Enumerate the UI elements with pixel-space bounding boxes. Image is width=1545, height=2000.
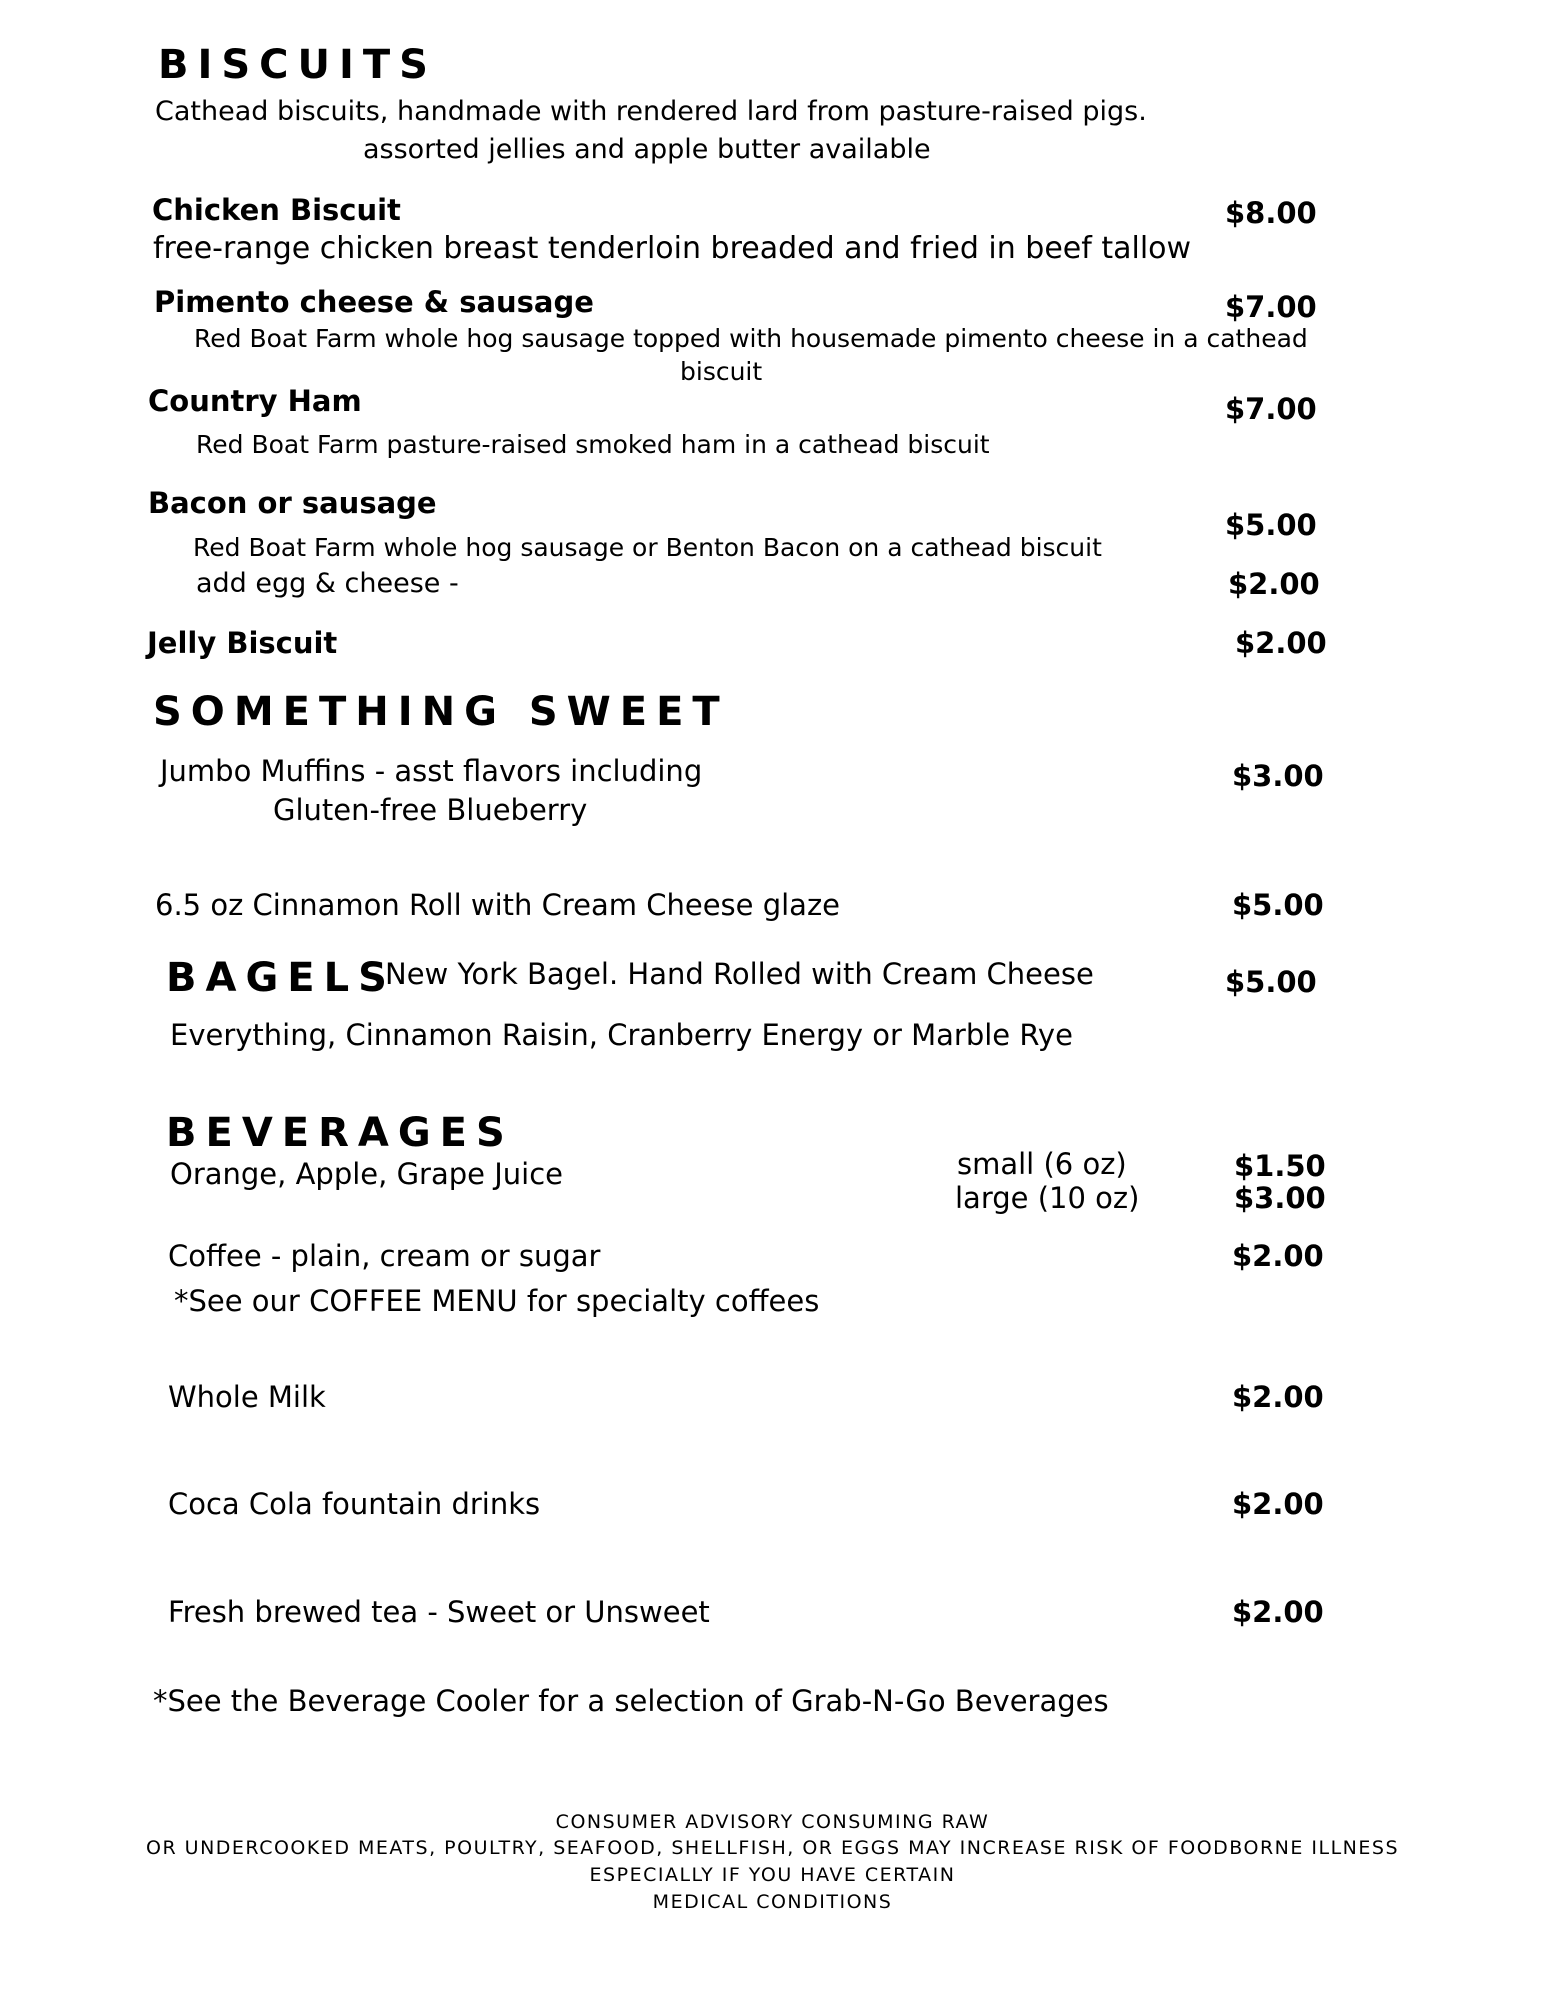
jumbo-muffins-line1: Jumbo Muffins - asst flavors including	[160, 754, 703, 788]
biscuits-intro-line2: assorted jellies and apple butter available	[363, 134, 931, 165]
pimento-sausage-name: Pimento cheese & sausage	[154, 285, 594, 319]
advisory-line2: OR UNDERCOOKED MEATS, POULTRY, SEAFOOD, SHELLFISH, OR EGGS MAY INCREASE RISK OF FOODBORNE ILLNESS	[145, 1837, 1400, 1859]
whole-milk-name: Whole Milk	[168, 1380, 326, 1414]
coca-cola-price: $2.00	[1232, 1487, 1324, 1521]
cinnamon-roll-name: 6.5 oz Cinnamon Roll with Cream Cheese glaze	[155, 888, 841, 922]
add-egg-cheese-label: add egg & cheese -	[196, 568, 459, 599]
chicken-biscuit-desc: free-range chicken breast tenderloin breaded and fried in beef tallow	[153, 231, 1192, 266]
fresh-tea-price: $2.00	[1232, 1595, 1324, 1629]
advisory-line3: ESPECIALLY IF YOU HAVE CERTAIN	[589, 1864, 956, 1886]
bacon-sausage-desc: Red Boat Farm whole hog sausage or Benton Bacon on a cathead biscuit	[193, 533, 1102, 562]
fresh-tea-name: Fresh brewed tea - Sweet or Unsweet	[168, 1595, 710, 1629]
chicken-biscuit-price: $8.00	[1225, 196, 1317, 230]
coffee-menu-note: *See our COFFEE MENU for specialty coffees	[174, 1284, 820, 1318]
bagels-heading: BAGELS	[166, 955, 396, 1001]
juice-name: Orange, Apple, Grape Juice	[170, 1157, 563, 1191]
coca-cola-name: Coca Cola fountain drinks	[168, 1487, 541, 1521]
advisory-line4: MEDICAL CONDITIONS	[652, 1891, 893, 1913]
biscuits-heading: BISCUITS	[158, 42, 437, 88]
beverages-heading: BEVERAGES	[166, 1110, 514, 1156]
juice-small-label: small (6 oz)	[957, 1147, 1127, 1181]
country-ham-name: Country Ham	[148, 384, 362, 418]
whole-milk-price: $2.00	[1232, 1380, 1324, 1414]
bagels-flavors: Everything, Cinnamon Raisin, Cranberry Energy or Marble Rye	[170, 1018, 1073, 1052]
beverage-cooler-note: *See the Beverage Cooler for a selection of Grab-N-Go Beverages	[153, 1684, 1109, 1718]
jumbo-muffins-line2: Gluten-free Blueberry	[273, 793, 588, 827]
pimento-sausage-desc-line2: biscuit	[680, 357, 763, 386]
pimento-sausage-desc-line1: Red Boat Farm whole hog sausage topped with housemade pimento cheese in a cathead	[194, 324, 1308, 353]
country-ham-desc: Red Boat Farm pasture-raised smoked ham in a cathead biscuit	[196, 430, 990, 459]
jumbo-muffins-price: $3.00	[1232, 759, 1324, 793]
coffee-name: Coffee - plain, cream or sugar	[168, 1239, 601, 1273]
jelly-biscuit-name: Jelly Biscuit	[147, 626, 338, 660]
chicken-biscuit-name: Chicken Biscuit	[152, 193, 401, 227]
bacon-sausage-price: $5.00	[1225, 508, 1317, 542]
bagels-price: $5.00	[1225, 965, 1317, 999]
juice-large-label: large (10 oz)	[955, 1181, 1140, 1215]
advisory-line1: CONSUMER ADVISORY CONSUMING RAW	[555, 1811, 990, 1833]
pimento-sausage-price: $7.00	[1225, 290, 1317, 324]
bacon-sausage-name: Bacon or sausage	[148, 486, 437, 520]
jelly-biscuit-price: $2.00	[1235, 626, 1327, 660]
cinnamon-roll-price: $5.00	[1232, 888, 1324, 922]
coffee-price: $2.00	[1232, 1239, 1324, 1273]
something-sweet-heading: SOMETHING SWEET	[153, 689, 729, 735]
juice-small-price: $1.50	[1234, 1149, 1326, 1183]
add-egg-cheese-price: $2.00	[1228, 567, 1320, 601]
bagels-desc: New York Bagel. Hand Rolled with Cream Cheese	[385, 957, 1094, 991]
juice-large-price: $3.00	[1234, 1181, 1326, 1215]
biscuits-intro-line1: Cathead biscuits, handmade with rendered lard from pasture-raised pigs.	[155, 96, 1147, 127]
country-ham-price: $7.00	[1225, 392, 1317, 426]
